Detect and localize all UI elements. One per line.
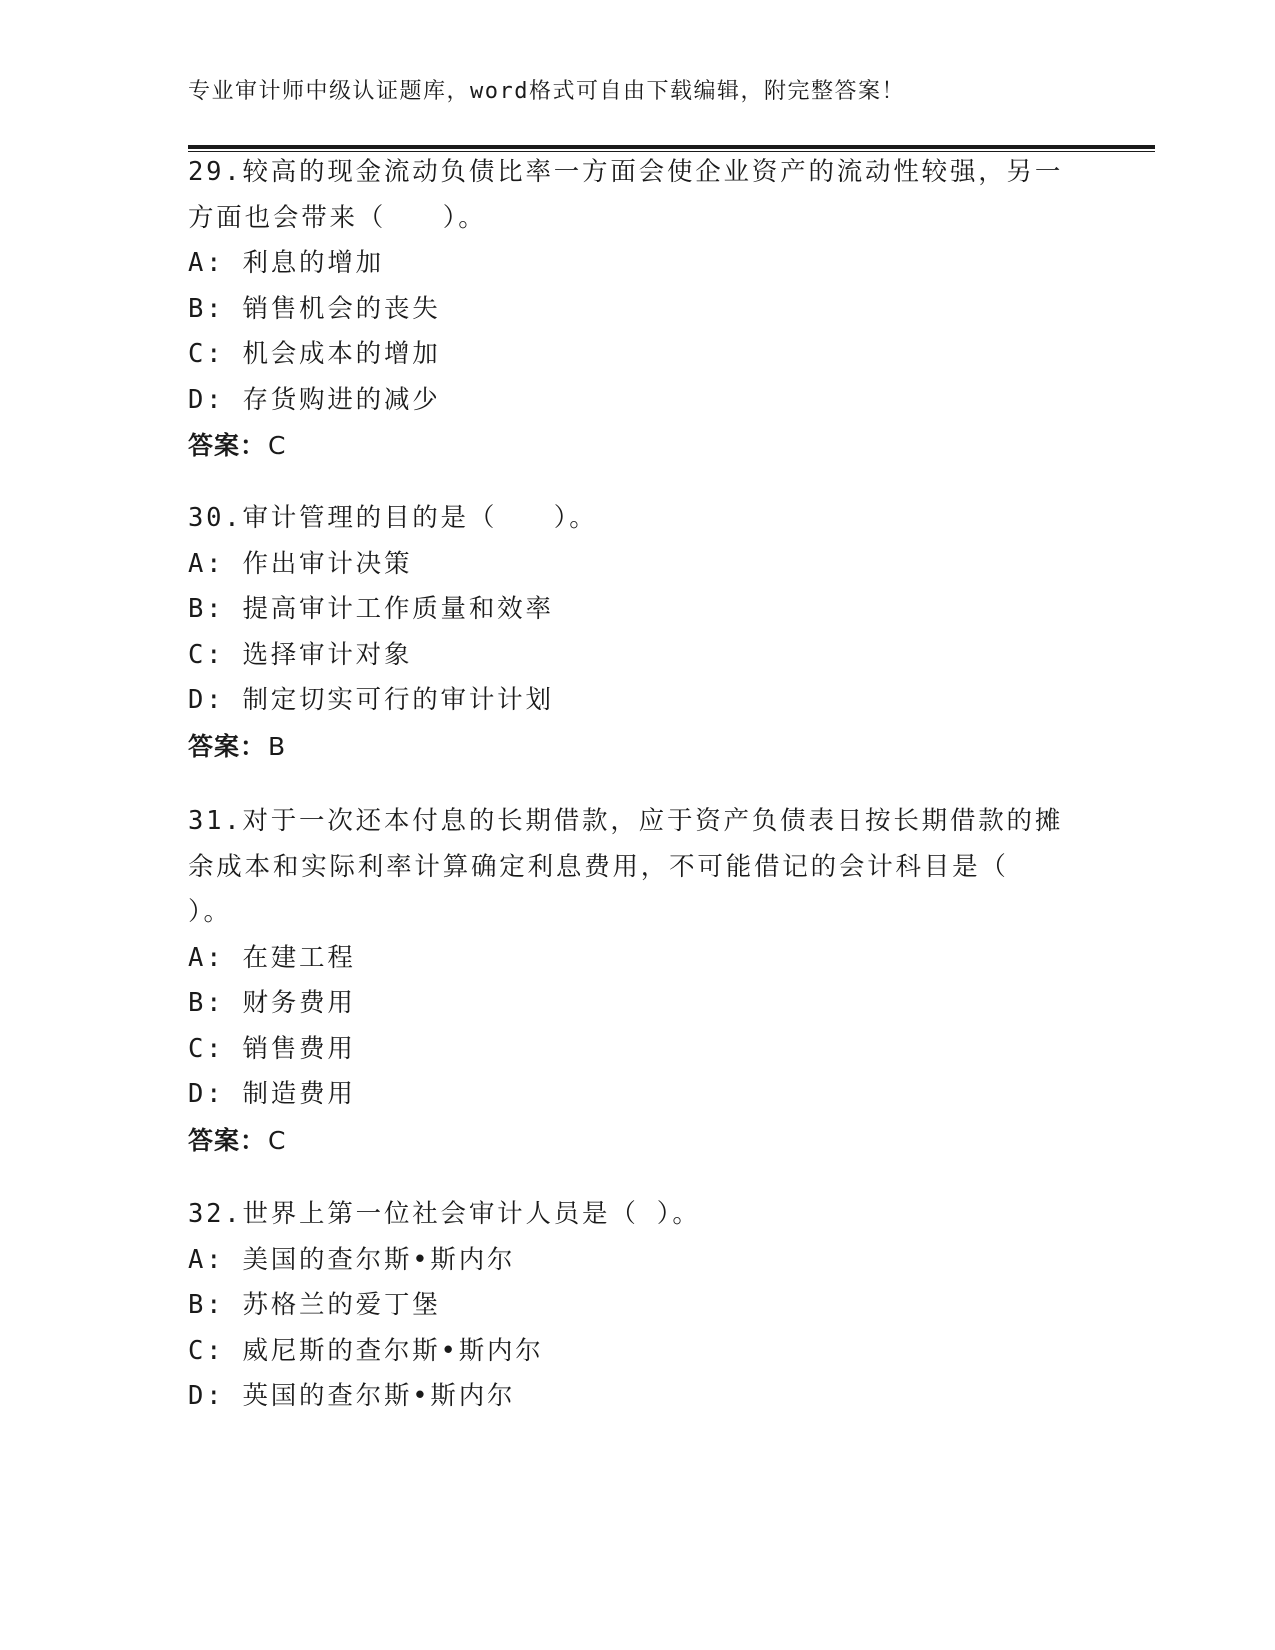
option-b: B: 财务费用: [188, 988, 356, 1018]
question-stem-line: 30.审计管理的目的是（ ）。: [188, 503, 598, 533]
question-29: [188, 150, 1088, 469]
option-d: D: 存货购进的减少: [188, 384, 441, 415]
answer-line: [188, 423, 1088, 469]
option-d: D: 制定切实可行的审计计划: [188, 685, 554, 715]
answer-label: 答案：: [188, 731, 267, 761]
option-a: A: 在建工程: [188, 942, 356, 973]
option-a: A: 利息的增加: [188, 248, 384, 278]
answer-label: 答案：: [188, 1125, 267, 1155]
answer-line: [188, 724, 1088, 770]
question-32: [188, 1192, 1088, 1420]
page-header: 专业审计师中级认证题库，word格式可自由下载编辑，附完整答案！: [188, 79, 905, 104]
answer-value: C: [268, 1125, 287, 1155]
header-divider-thick: [188, 145, 1155, 149]
option-d: D: 英国的查尔斯•斯内尔: [188, 1381, 516, 1411]
option-d: D: 制造费用: [188, 1079, 356, 1109]
answer-value: C: [268, 431, 287, 460]
option-c: C: 机会成本的增加: [188, 339, 441, 369]
question-stem-line: 32.世界上第一位社会审计人员是（ ）。: [188, 1199, 701, 1229]
option-c: C: 选择审计对象: [188, 639, 413, 670]
question-31: [188, 799, 1088, 1163]
question-stem-line: 方面也会带来（ ）。: [188, 202, 487, 233]
answer-value: B: [268, 731, 287, 761]
option-b: B: 苏格兰的爱丁堡: [188, 1290, 441, 1320]
question-stem-line: 31.对于一次还本付息的长期借款，应于资产负债表日按长期借款的摊: [188, 806, 1064, 836]
option-b: B: 销售机会的丧失: [188, 293, 441, 324]
answer-label: 答案：: [188, 431, 267, 460]
option-c: C: 销售费用: [188, 1033, 356, 1064]
option-a: A: 美国的查尔斯•斯内尔: [188, 1244, 516, 1275]
question-stem-line: 余成本和实际利率计算确定利息费用，不可能借记的会计科目是（: [188, 851, 1009, 882]
question-stem-line: ）。: [188, 897, 232, 927]
question-30: [188, 496, 1088, 769]
answer-line: [188, 1118, 1088, 1164]
question-stem-line: 29.较高的现金流动负债比率一方面会使企业资产的流动性较强，另一: [188, 157, 1064, 187]
option-a: A: 作出审计决策: [188, 548, 413, 579]
option-b: B: 提高审计工作质量和效率: [188, 594, 554, 624]
option-c: C: 威尼斯的查尔斯•斯内尔: [188, 1335, 544, 1366]
